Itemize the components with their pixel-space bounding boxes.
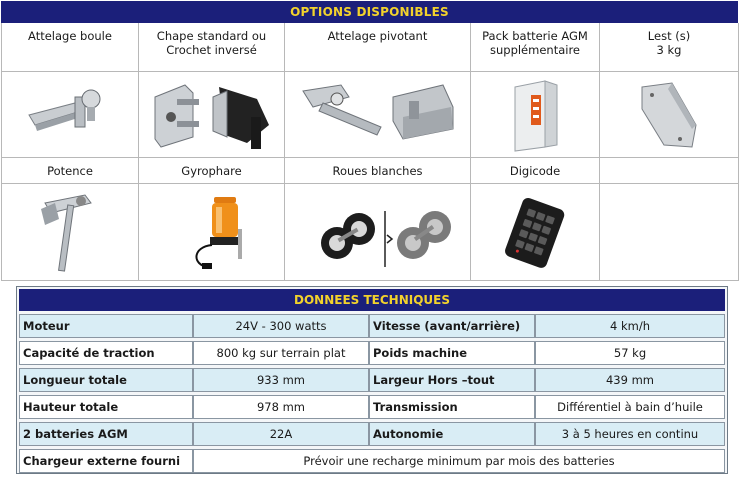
battery-pack-icon xyxy=(471,72,600,158)
technical-data-panel xyxy=(16,286,728,474)
spec-value: 978 mm xyxy=(193,395,369,419)
option-label: Attelage boule xyxy=(2,23,139,72)
beacon-light-icon xyxy=(139,184,285,281)
spec-value: 57 kg xyxy=(535,341,725,365)
spec-value: 4 km/h xyxy=(535,314,725,338)
spec-key: Longueur totale xyxy=(19,368,193,392)
spec-value: Différentiel à bain d’huile xyxy=(535,395,725,419)
option-label: Digicode xyxy=(471,158,600,184)
spec-value: 22A xyxy=(193,422,369,446)
empty-cell xyxy=(600,184,739,281)
spec-key: Hauteur totale xyxy=(19,395,193,419)
option-label: Gyrophare xyxy=(139,158,285,184)
options-title: OPTIONS DISPONIBLES xyxy=(1,1,738,23)
option-label: Lest (s) 3 kg xyxy=(600,23,739,72)
spec-key: Capacité de traction xyxy=(19,341,193,365)
spec-key: 2 batteries AGM xyxy=(19,422,193,446)
jib-arm-icon xyxy=(2,184,139,281)
option-label: Roues blanches xyxy=(285,158,471,184)
spec-key: Autonomie xyxy=(369,422,535,446)
spec-key: Transmission xyxy=(369,395,535,419)
option-label: Pack batterie AGM supplémentaire xyxy=(471,23,600,72)
spec-value-wide: Prévoir une recharge minimum par mois des batteries xyxy=(193,449,725,473)
spec-value: 3 à 5 heures en continu xyxy=(535,422,725,446)
option-label: Chape standard ou Crochet inversé xyxy=(139,23,285,72)
option-label: Potence xyxy=(2,158,139,184)
keypad-icon xyxy=(471,184,600,281)
spec-key: Vitesse (avant/arrière) xyxy=(369,314,535,338)
spec-key: Largeur Hors –tout xyxy=(369,368,535,392)
spec-key: Chargeur externe fourni xyxy=(19,449,193,473)
option-label: Attelage pivotant xyxy=(285,23,471,72)
spec-key: Poids machine xyxy=(369,341,535,365)
tow-ball-icon xyxy=(2,72,139,158)
white-wheels-icon xyxy=(285,184,471,281)
option-label-empty xyxy=(600,158,739,184)
spec-value: 800 kg sur terrain plat xyxy=(193,341,369,365)
ballast-weight-icon xyxy=(600,72,739,158)
clevis-hook-icon xyxy=(139,72,285,158)
spec-value: 439 mm xyxy=(535,368,725,392)
spec-key: Moteur xyxy=(19,314,193,338)
technical-data-title: DONNEES TECHNIQUES xyxy=(19,289,725,311)
pivot-hitch-icon xyxy=(285,72,471,158)
spec-value: 24V - 300 watts xyxy=(193,314,369,338)
spec-value: 933 mm xyxy=(193,368,369,392)
